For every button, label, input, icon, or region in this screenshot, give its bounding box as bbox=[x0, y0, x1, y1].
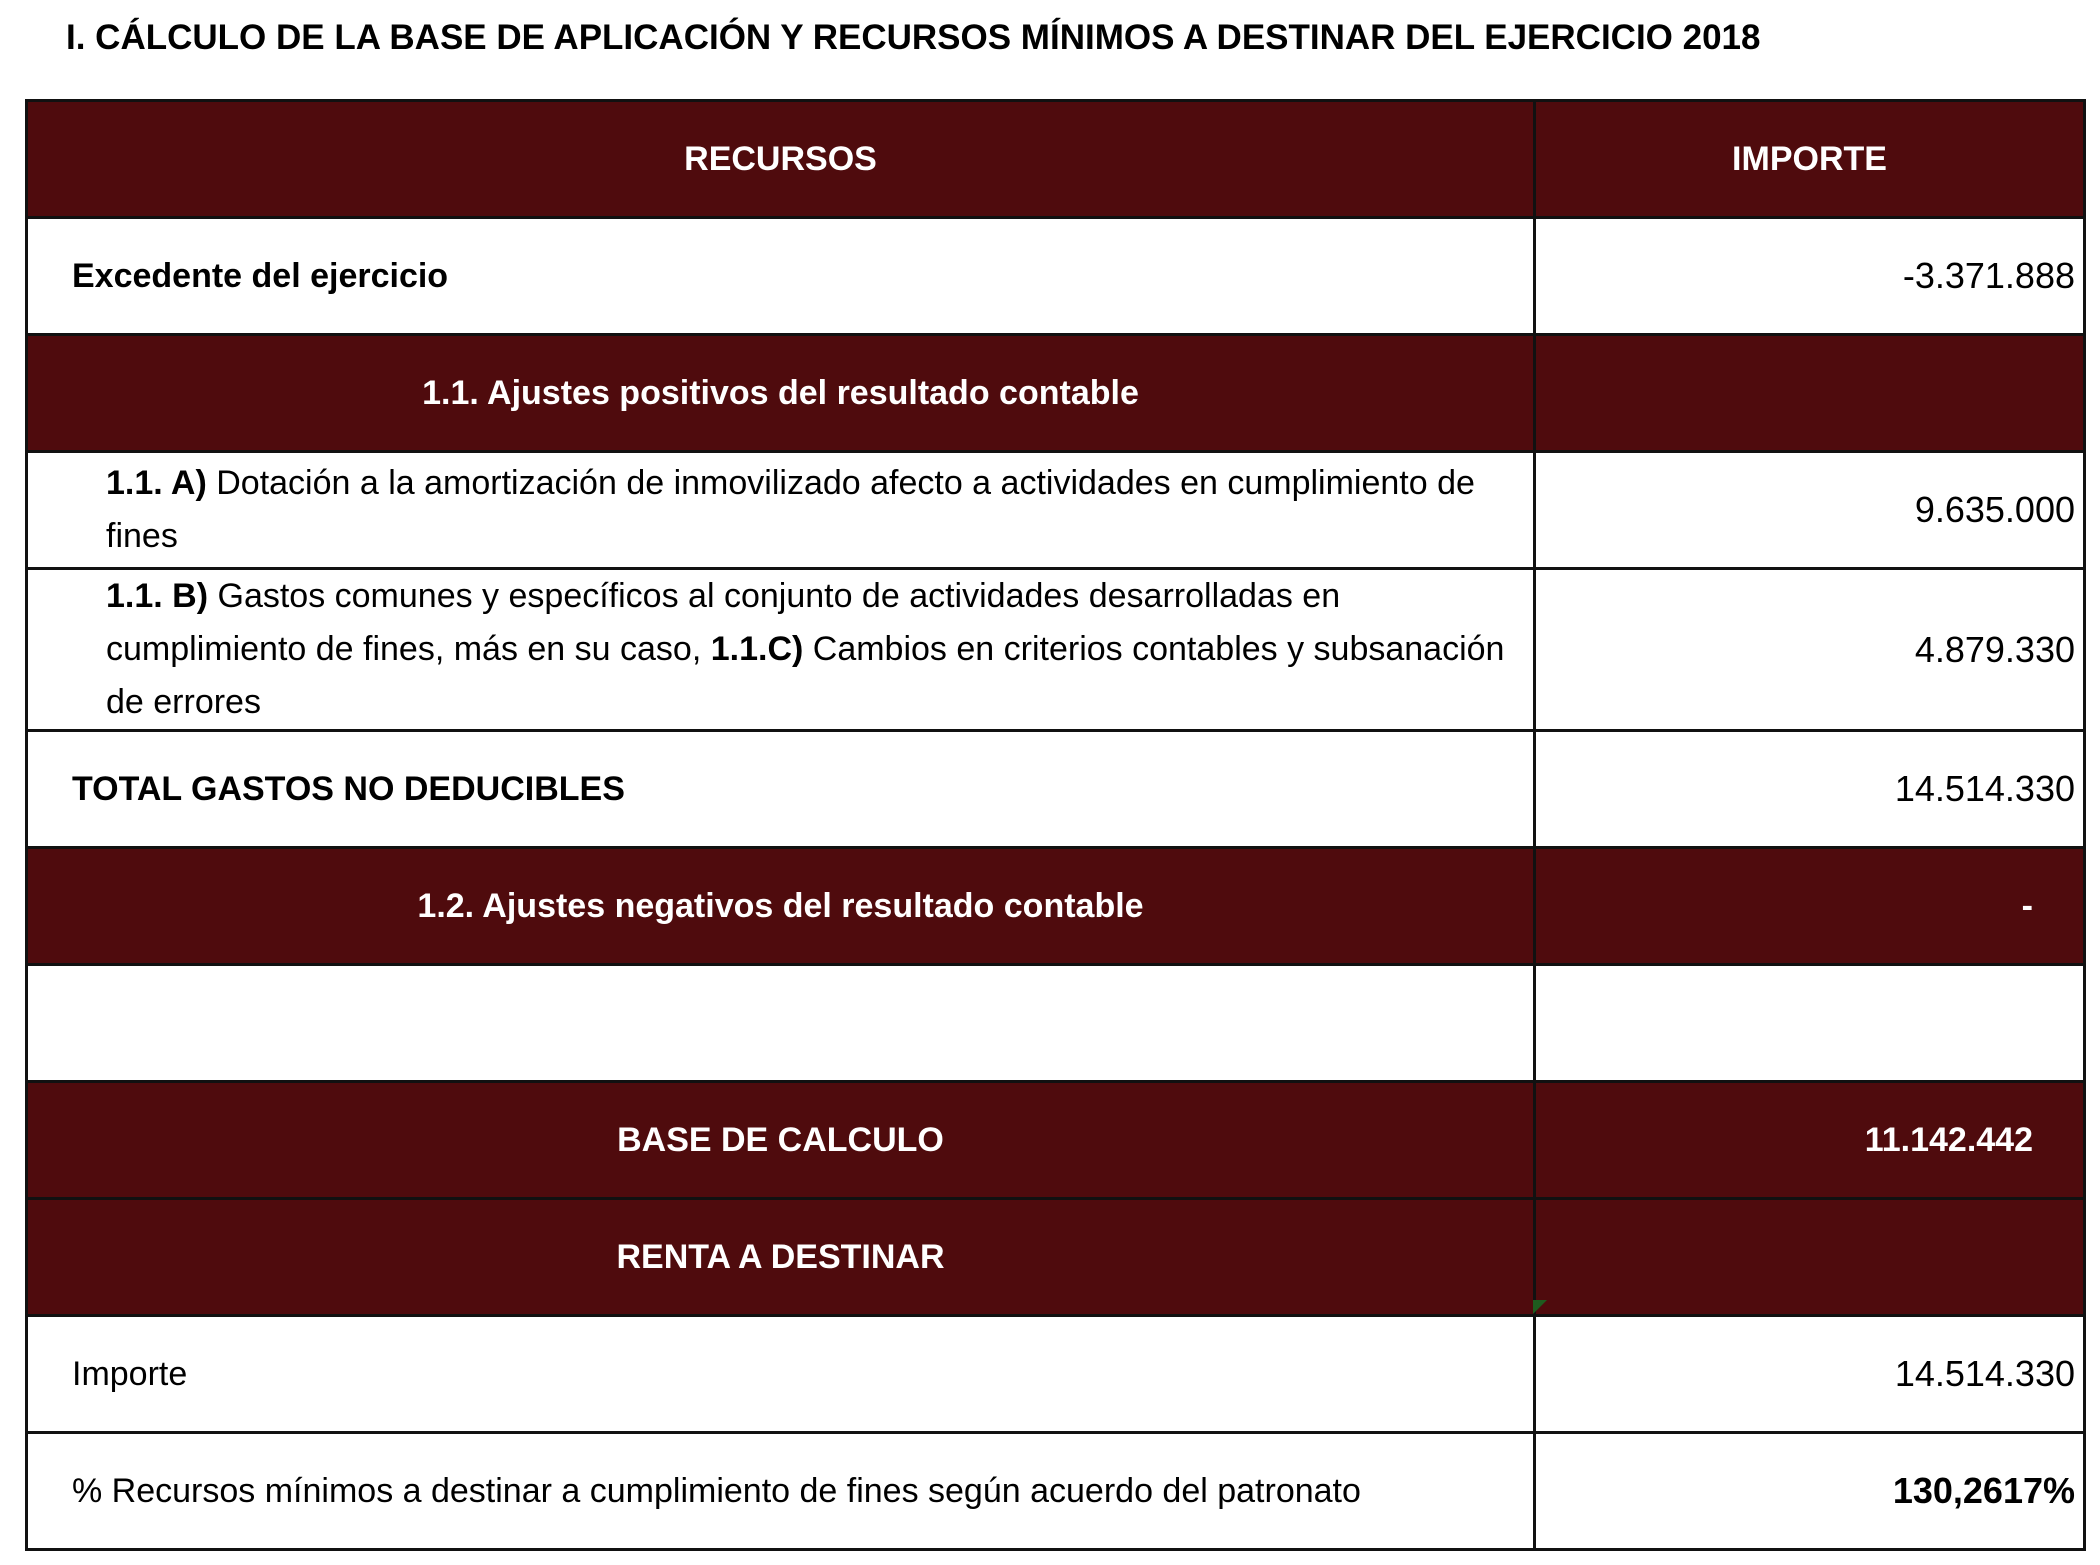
porcentaje-value: 130,2617% bbox=[1535, 1433, 2085, 1550]
calculation-table bbox=[25, 99, 2086, 1551]
empty-value bbox=[1535, 965, 2085, 1082]
table-row-empty bbox=[27, 965, 2085, 1082]
row-1-1-c-text: Cambios en criterios contables y subsanación de errores bbox=[106, 630, 1505, 721]
table-row-porcentaje bbox=[27, 1433, 2085, 1550]
header-recursos: RECURSOS bbox=[27, 101, 1535, 218]
table-row-excedente bbox=[27, 218, 2085, 335]
header-importe: IMPORTE bbox=[1535, 101, 2085, 218]
row-1-1-a-text: Dotación a la amortización de inmovilizado afecto a actividades en cumplimiento de fines bbox=[106, 464, 1475, 555]
page-title: I. CÁLCULO DE LA BASE DE APLICACIÓN Y RECURSOS MÍNIMOS A DESTINAR DEL EJERCICIO 2018 bbox=[66, 18, 1761, 57]
base-calculo-label: BASE DE CALCULO bbox=[27, 1082, 1535, 1199]
row-1-1-c-code: 1.1.C) bbox=[710, 630, 804, 668]
table-row-renta-destinar bbox=[27, 1199, 2085, 1316]
table-row-ajustes-positivos bbox=[27, 335, 2085, 452]
row-1-1-b-text: Gastos comunes y específicos al conjunto de actividades desarrolladas en cumplimiento de fines, más en su caso, bbox=[106, 577, 1341, 668]
table-row-ajustes-negativos bbox=[27, 848, 2085, 965]
row-1-1-b-code: 1.1. B) bbox=[106, 577, 209, 615]
table-row-1-1-b bbox=[27, 569, 2085, 731]
row-1-1-b-label bbox=[27, 569, 1535, 731]
table-header-row bbox=[27, 101, 2085, 218]
row-1-1-a-value: 9.635.000 bbox=[1535, 452, 2085, 569]
porcentaje-label: % Recursos mínimos a destinar a cumplimiento de fines según acuerdo del patronato bbox=[27, 1433, 1535, 1550]
total-gastos-label: TOTAL GASTOS NO DEDUCIBLES bbox=[27, 731, 1535, 848]
renta-destinar-label: RENTA A DESTINAR bbox=[27, 1199, 1535, 1316]
base-calculo-value: 11.142.442 bbox=[1535, 1082, 2085, 1199]
importe-value: 14.514.330 bbox=[1535, 1316, 2085, 1433]
table-row-total-gastos bbox=[27, 731, 2085, 848]
ajustes-positivos-value bbox=[1535, 335, 2085, 452]
ajustes-positivos-label: 1.1. Ajustes positivos del resultado contable bbox=[27, 335, 1535, 452]
ajustes-negativos-value: - bbox=[1535, 848, 2085, 965]
row-1-1-a-code: 1.1. A) bbox=[106, 464, 207, 502]
excedente-label: Excedente del ejercicio bbox=[27, 218, 1535, 335]
table-row-1-1-a bbox=[27, 452, 2085, 569]
table-row-base-calculo bbox=[27, 1082, 2085, 1199]
table-row-importe bbox=[27, 1316, 2085, 1433]
importe-label: Importe bbox=[27, 1316, 1535, 1433]
excedente-value: -3.371.888 bbox=[1535, 218, 2085, 335]
renta-destinar-value bbox=[1535, 1199, 2085, 1316]
total-gastos-value: 14.514.330 bbox=[1535, 731, 2085, 848]
row-1-1-a-label bbox=[27, 452, 1535, 569]
cell-comment-indicator-icon bbox=[1533, 1300, 1547, 1314]
row-1-1-b-value: 4.879.330 bbox=[1535, 569, 2085, 731]
ajustes-negativos-label: 1.2. Ajustes negativos del resultado contable bbox=[27, 848, 1535, 965]
empty-label bbox=[27, 965, 1535, 1082]
